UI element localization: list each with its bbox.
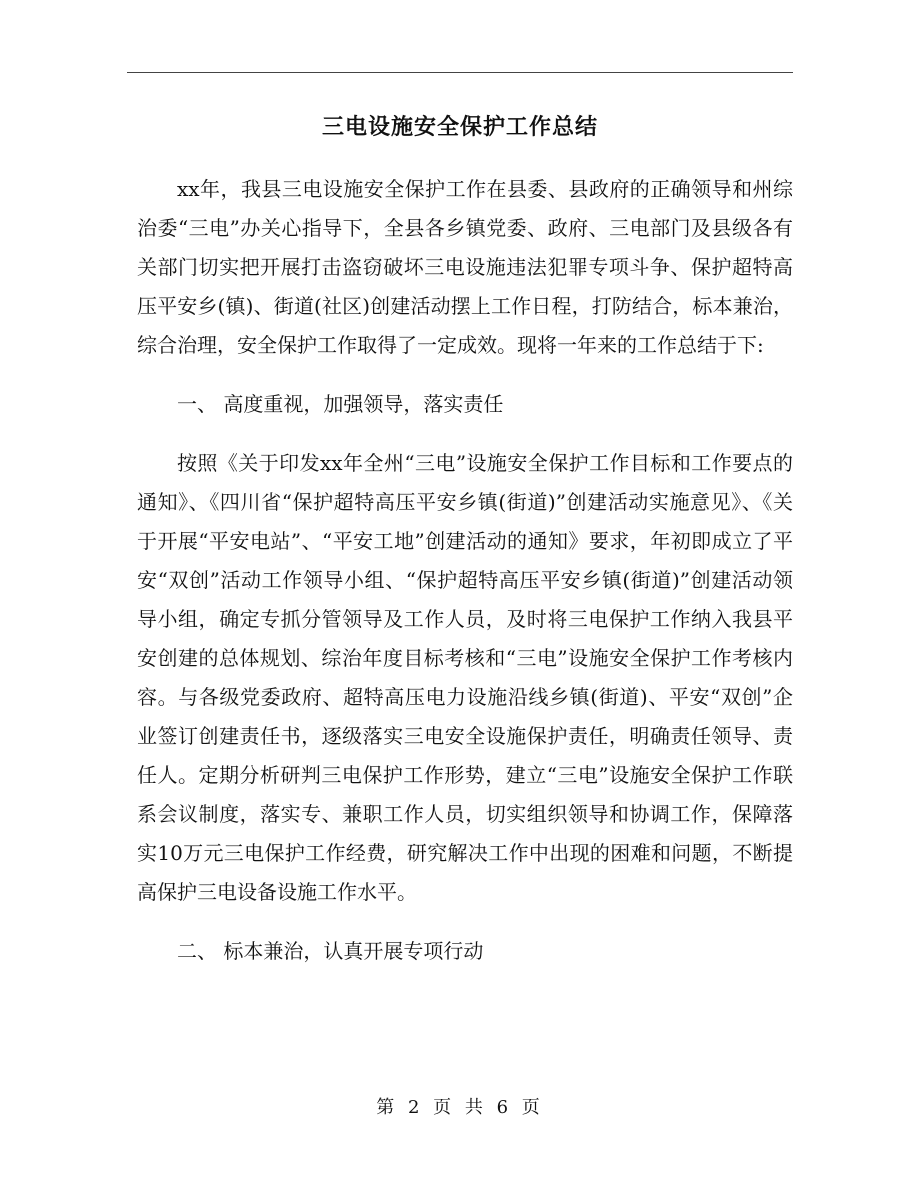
document-body bbox=[137, 170, 793, 991]
intro-paragraph: xx年，我县三电设施安全保护工作在县委、县政府的正确领导和州综治委“三电”办关心指导下，全县各乡镇党委、政府、三电部门及县级各有关部门切实把开展打击盗窃破坏三电设施违法犯罪专项斗争、保护超特高压平安乡(镇)、街道(社区)创建活动摆上工作日程，打防结合，标本兼治，综合治理，安全保护工作取得了一定成效。现将一年来的工作总结于下: bbox=[137, 177, 793, 357]
header-rule bbox=[127, 72, 793, 73]
document-title: 三电设施安全保护工作总结 bbox=[321, 115, 598, 140]
section-1-paragraph: 按照《关于印发xx年全州“三电”设施安全保护工作目标和工作要点的通知》、《四川省“保护超特高压平安乡镇(街道)”创建活动实施意见》、《关于开展“平安电站”、“平安工地”创建活动的通知》要求，年初即成立了平安“双创”活动工作领导小组、“保护超特高压平安乡镇(街道)”创建活动领导小组，确定专抓分管领导及工作人员，及时将三电保护工作纳入我县平安创建的总体规划、综治年度目标考核和“三电”设施安全保护工作考核内容。与各级党委政府、超特高压电力设施沿线乡镇(街道)、平安“双创”企业签订创建责任书，逐级落实三电安全设施保护责任，明确责任领导、责任人。定期分析研判三电保护工作形势，建立“三电”设施安全保护工作联系会议制度，落实专、兼职工作人员，切实组织领导和协调工作，保障落实10万元三电保护工作经费，研究解决工作中出现的困难和问题，不断提高保护三电设备设施工作水平。 bbox=[137, 451, 793, 904]
page-number-footer: 第 2 页 共 6 页 bbox=[376, 1097, 544, 1118]
section-1-heading: 一、 高度重视，加强领导，落实责任 bbox=[177, 392, 504, 416]
section-2-heading: 二、 标本兼治，认真开展专项行动 bbox=[177, 939, 484, 963]
